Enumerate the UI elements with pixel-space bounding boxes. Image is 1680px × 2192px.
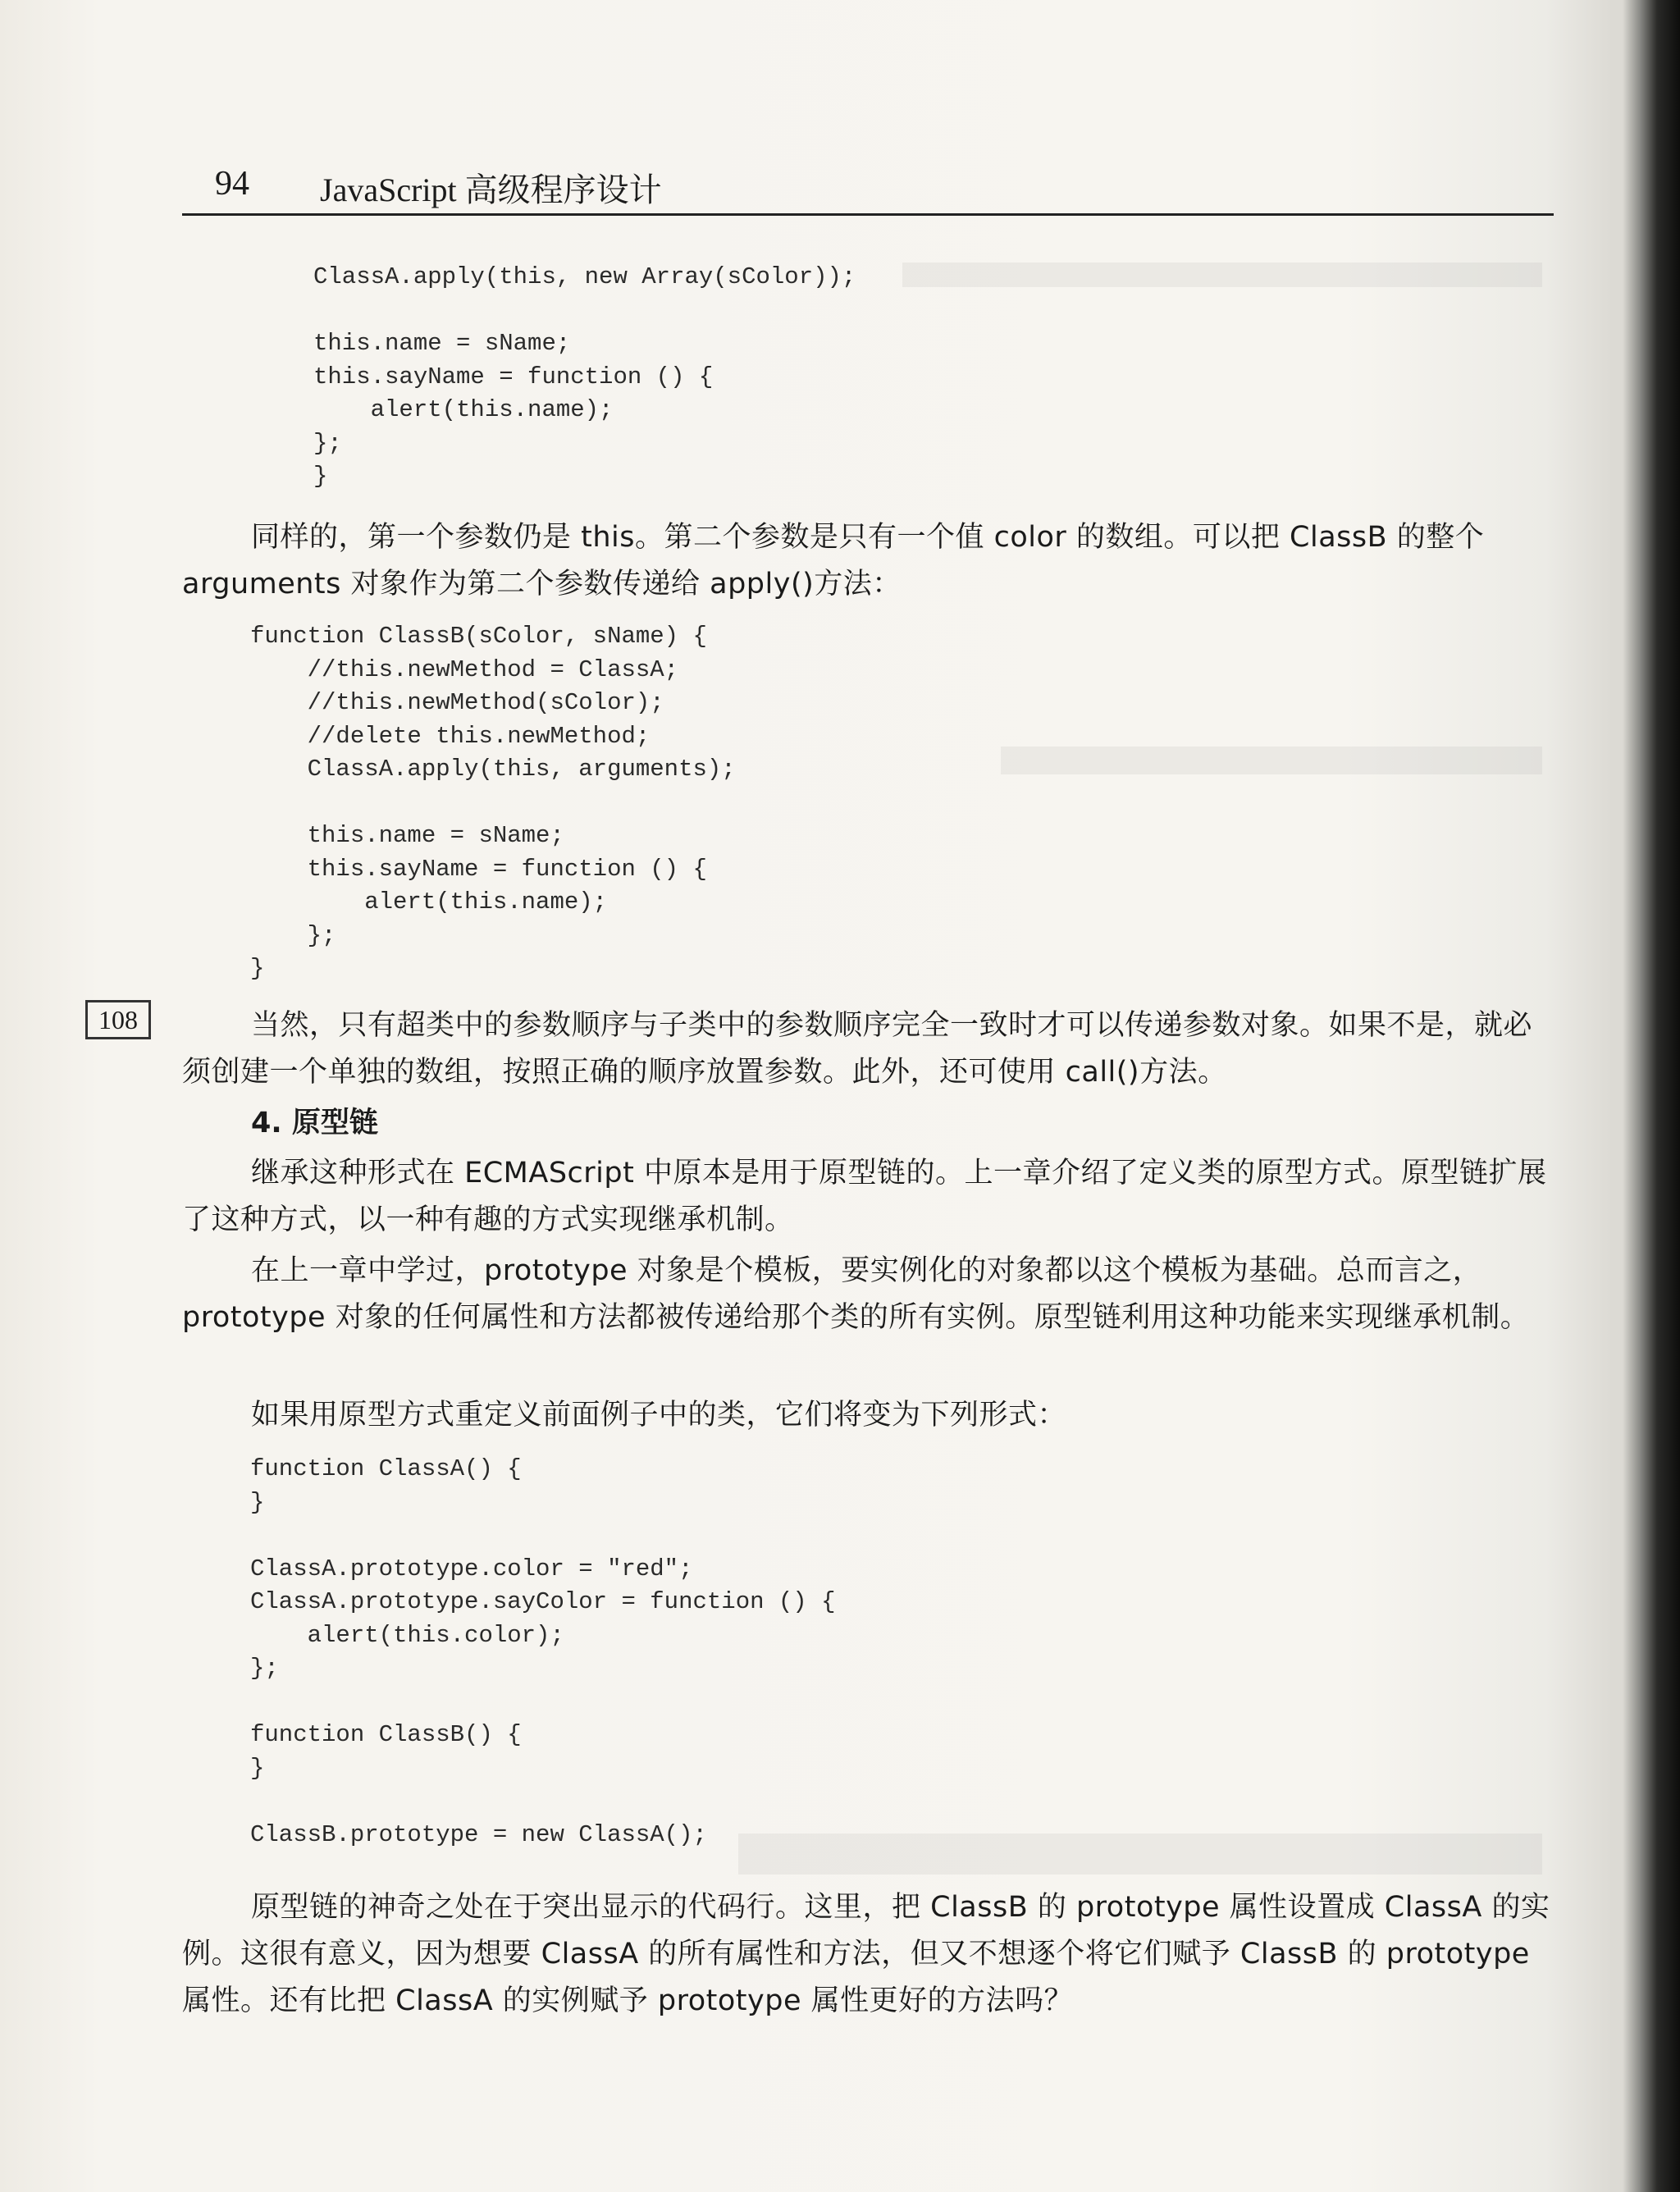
margin-page-reference: 108: [85, 1000, 151, 1039]
code-block-prototype-chain: function ClassA() { } ClassA.prototype.color = "red"; ClassA.prototype.sayColor = function () { alert(this.color); }; function ClassB() { } ClassB.prototype = new ClassA();: [250, 1455, 836, 1848]
section-heading-prototype-chain: 4. 原型链: [251, 1107, 378, 1139]
book-spine-shadow: [1623, 0, 1680, 2192]
bleed-through-band: [738, 1834, 1542, 1875]
paragraph-highlighted-line: 原型链的神奇之处在于突出显示的代码行。这里，把 ClassB 的 prototype 属性设置成 ClassA 的实例。这很有意义，因为想要 ClassA 的所有属性和方法，但又不想逐个将它们赋予 ClassB 的 prototype 属性。还有比把 ClassA 的实例赋予 prototype 属性更好的方法吗？: [182, 1891, 1550, 2017]
paragraph-argument-order: 当然，只有超类中的参数顺序与子类中的参数顺序完全一致时才可以传递参数对象。如果不是，就必须创建一个单独的数组，按照正确的顺序放置参数。此外，还可使用 call()方法。: [182, 1009, 1533, 1089]
paragraph-apply-explanation: 同样的，第一个参数仍是 this。第二个参数是只有一个值 color 的数组。可以把 ClassB 的整个 arguments 对象作为第二个参数传递给 apply()方法：: [182, 521, 1485, 601]
code-block-apply-array: ClassA.apply(this, new Array(sColor)); this.name = sName; this.sayName = function () { alert(this.name); }; }: [313, 263, 856, 490]
bleed-through-band: [1001, 747, 1542, 774]
code-block-apply-arguments: function ClassB(sColor, sName) { //this.newMethod = ClassA; //this.newMethod(sColor); //delete this.newMethod; ClassA.apply(this, arguments); this.name = sName; this.sayName = function () { alert(this.name); }; }: [250, 623, 736, 982]
page-number: 94: [215, 165, 249, 203]
paragraph-redefine-classes: 如果用原型方式重定义前面例子中的类，它们将变为下列形式：: [251, 1399, 1067, 1432]
running-header: [182, 162, 1554, 216]
paragraph-prototype-object: 在上一章中学过，prototype 对象是个模板，要实例化的对象都以这个模板为基础。总而言之，prototype 对象的任何属性和方法都被传递给那个类的所有实例。原型链利用这种功能来实现继承机制。: [182, 1254, 1530, 1334]
bleed-through-band: [902, 263, 1542, 287]
paragraph-prototype-chain-intro: 继承这种形式在 ECMAScript 中原本是用于原型链的。上一章介绍了定义类的原型方式。原型链扩展了这种方式，以一种有趣的方式实现继承机制。: [182, 1157, 1547, 1236]
book-title: JavaScript 高级程序设计: [320, 171, 662, 208]
